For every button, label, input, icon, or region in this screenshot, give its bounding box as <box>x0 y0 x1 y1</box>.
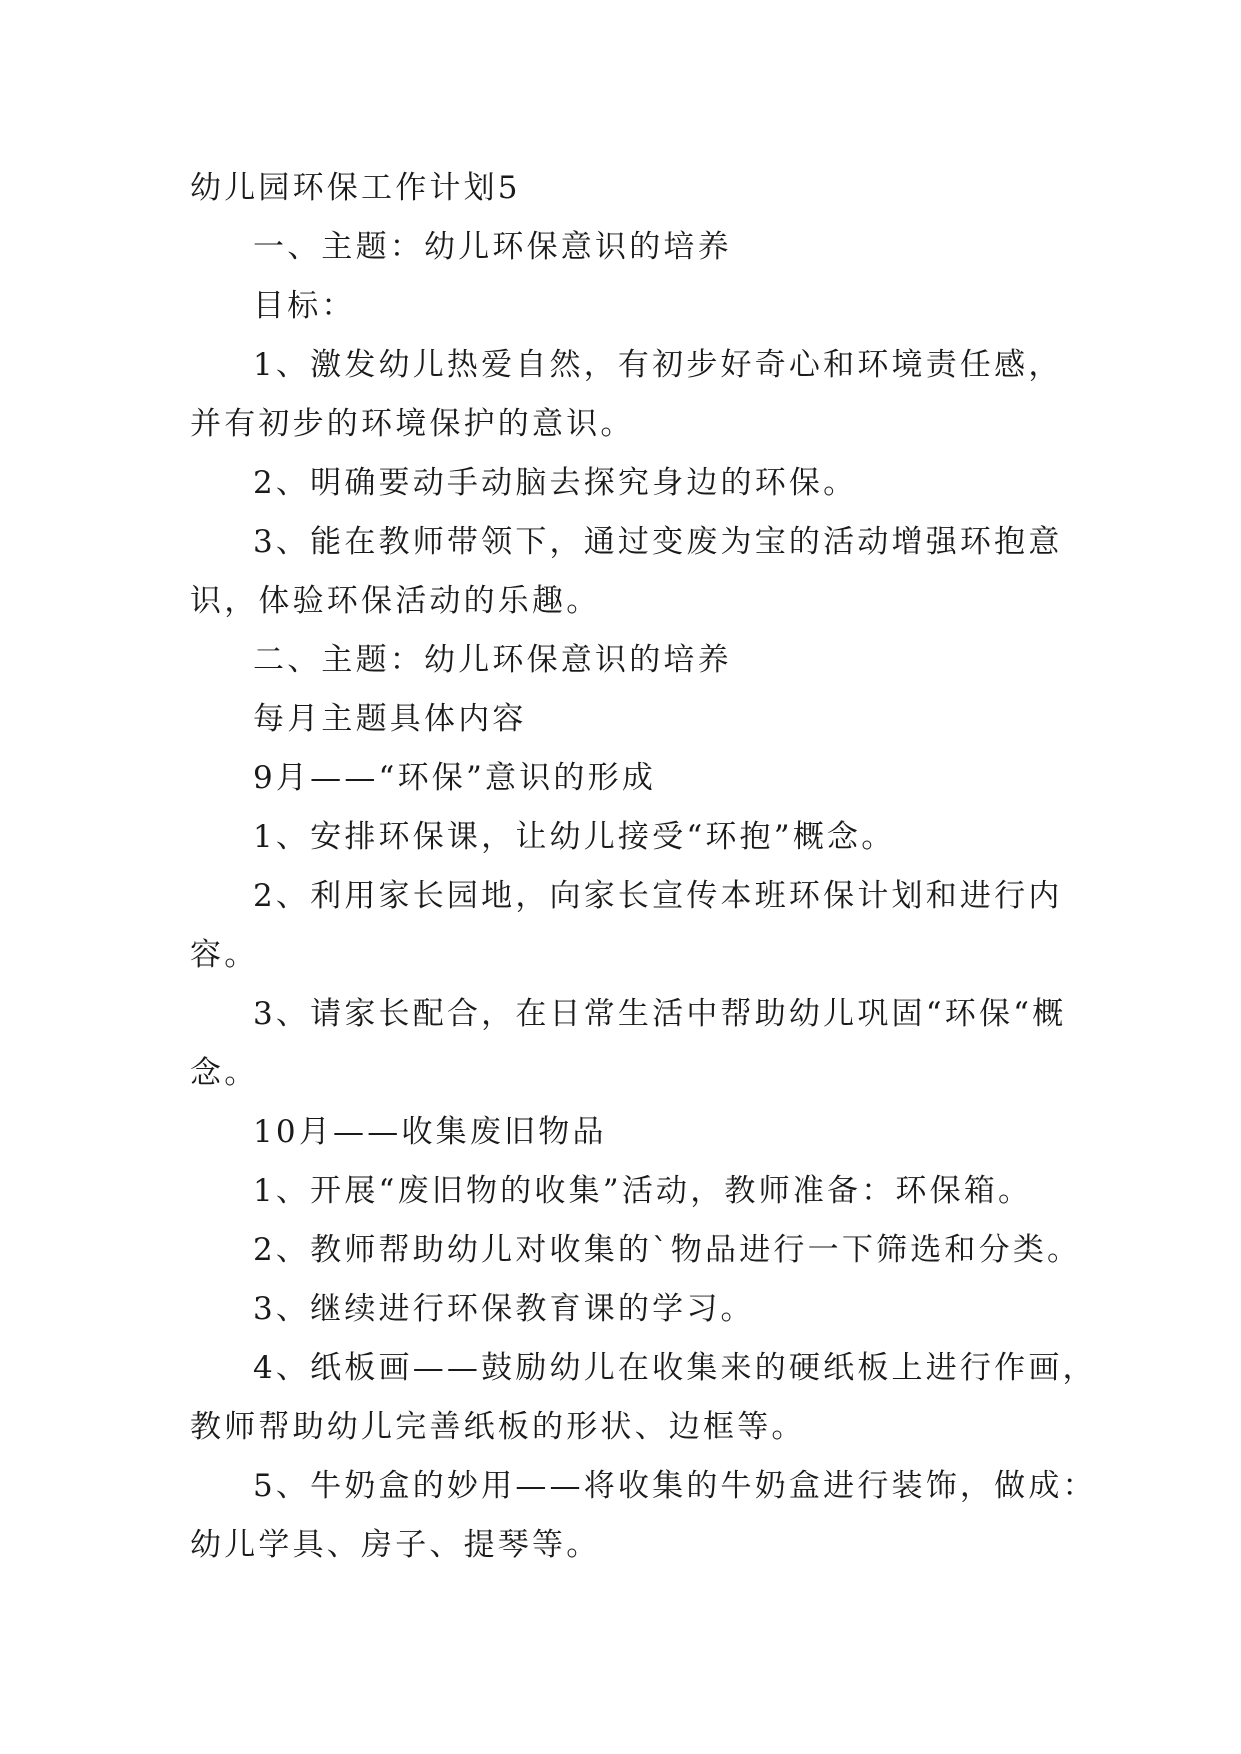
paragraph-line: 1、安排环保课，让幼儿接受“环抱”概念。 <box>253 819 896 855</box>
document-title: 幼儿园环保工作计划5 <box>190 170 521 206</box>
paragraph-line: 2、利用家长园地，向家长宣传本班环保计划和进行内 <box>253 878 1063 914</box>
subsection-heading: 每月主题具体内容 <box>253 701 527 737</box>
document-body <box>190 159 1097 1575</box>
section-heading-1: 一、主题：幼儿环保意识的培养 <box>253 229 732 265</box>
paragraph-line: 并有初步的环境保护的意识。 <box>190 406 635 442</box>
paragraph-line: 3、能在教师带领下，通过变废为宝的活动增强环抱意 <box>253 524 1063 560</box>
paragraph-line: 识，体验环保活动的乐趣。 <box>190 583 601 619</box>
paragraph-line: 教师帮助幼儿完善纸板的形状、边框等。 <box>190 1409 806 1445</box>
paragraph-line: 幼儿学具、房子、提琴等。 <box>190 1527 601 1563</box>
section-heading-2: 二、主题：幼儿环保意识的培养 <box>253 642 732 678</box>
paragraph-line: 念。 <box>190 1055 259 1091</box>
paragraph-line: 2、明确要动手动脑去探究身边的环保。 <box>253 465 858 501</box>
paragraph-line: 1、激发幼儿热爱自然，有初步好奇心和环境责任感， <box>253 347 1063 383</box>
paragraph-line: 1、开展“废旧物的收集”活动，教师准备：环保箱。 <box>253 1173 1033 1209</box>
goals-label: 目标： <box>253 288 356 324</box>
paragraph-line: 2、教师帮助幼儿对收集的`物品进行一下筛选和分类。 <box>253 1232 1082 1268</box>
paragraph-line: 容。 <box>190 937 259 973</box>
month-heading-october: 10月——收集废旧物品 <box>253 1114 607 1150</box>
month-heading-september: 9月——“环保”意识的形成 <box>253 760 657 796</box>
paragraph-line: 5、牛奶盒的妙用——将收集的牛奶盒进行装饰，做成： <box>253 1468 1097 1504</box>
paragraph-line: 3、请家长配合，在日常生活中帮助幼儿巩固“环保“概 <box>253 996 1067 1032</box>
paragraph-line: 4、纸板画——鼓励幼儿在收集来的硬纸板上进行作画， <box>253 1350 1097 1386</box>
paragraph-line: 3、继续进行环保教育课的学习。 <box>253 1291 755 1327</box>
